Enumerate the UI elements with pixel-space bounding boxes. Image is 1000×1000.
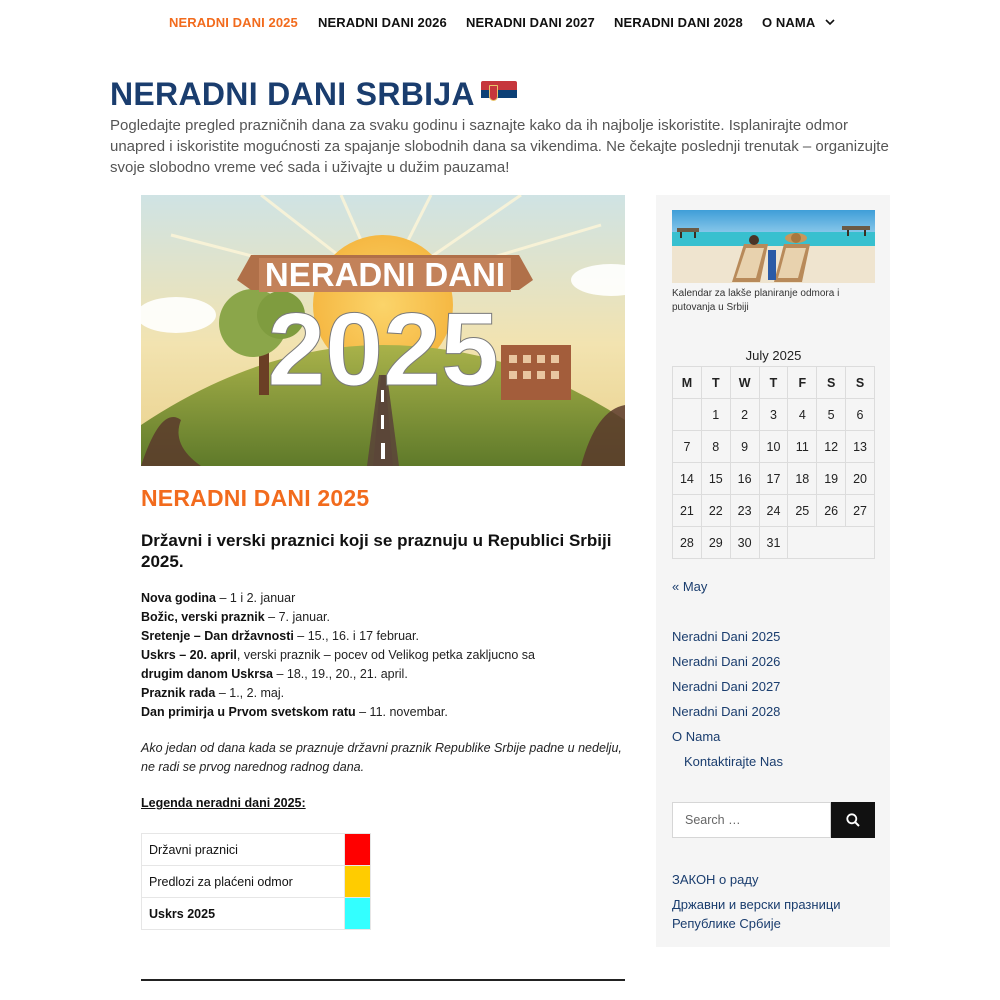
calendar-day: 14 — [673, 463, 702, 495]
calendar-day: 26 — [817, 495, 846, 527]
holiday-item: Dan primirja u Prvom svetskom ratu – 11. novembar. — [141, 705, 448, 719]
nav-item-2026[interactable]: NERADNI DANI 2026 — [318, 15, 447, 30]
sidebar-link-2027[interactable]: Neradni Dani 2027 — [672, 679, 781, 694]
calendar-day: 29 — [701, 527, 730, 559]
calendar-caption: July 2025 — [745, 348, 802, 363]
calendar-day: 24 — [759, 495, 788, 527]
calendar-week-row — [673, 495, 875, 527]
calendar-week-row — [673, 527, 875, 559]
calendar-day: 5 — [817, 399, 846, 431]
post-title: NERADNI DANI 2025 — [141, 485, 370, 511]
calendar-weekday: T — [759, 367, 788, 399]
top-navigation — [0, 0, 1000, 46]
legend-row — [142, 834, 371, 866]
calendar-day: 11 — [788, 431, 817, 463]
search-input[interactable] — [672, 802, 831, 838]
search-icon — [846, 813, 860, 827]
holiday-item: drugim danom Uskrsa – 18., 19., 20., 21. april. — [141, 667, 408, 681]
calendar-day: 7 — [673, 431, 702, 463]
legend-label: Uskrs 2025 — [142, 898, 345, 930]
hero-year-text: 2025 — [267, 292, 499, 408]
legend-label: Predlozi za plaćeni odmor — [142, 866, 345, 898]
calendar-empty-cell — [788, 527, 875, 559]
calendar-day: 25 — [788, 495, 817, 527]
sidebar-link-praznici[interactable]: Државни и верски празници Републике Србије — [672, 897, 841, 931]
beach-image-caption: Kalendar za lakše planiranje odmora i putovanja u Srbiji — [672, 288, 840, 313]
calendar-weekday: S — [817, 367, 846, 399]
calendar-day: 21 — [673, 495, 702, 527]
holiday-note: Ako jedan od dana kada se praznuje državni praznik Republike Srbije padne u nedelju, ne radi se prvog narednog radnog dana. — [141, 741, 622, 774]
calendar-day: 20 — [846, 463, 875, 495]
calendar-day: 13 — [846, 431, 875, 463]
hero-banner-text: NERADNI DANI — [264, 256, 506, 293]
calendar-day: 1 — [701, 399, 730, 431]
calendar-day: 12 — [817, 431, 846, 463]
search-button[interactable] — [831, 802, 875, 838]
legend-heading: Legenda neradni dani 2025: — [141, 796, 306, 810]
calendar-day: 3 — [759, 399, 788, 431]
calendar-day: 8 — [701, 431, 730, 463]
calendar-prev-link[interactable]: « May — [672, 579, 708, 594]
calendar-week-row — [673, 399, 875, 431]
holiday-item: Božic, verski praznik – 7. januar. — [141, 610, 330, 624]
calendar-weekday: W — [730, 367, 759, 399]
calendar-day — [673, 399, 702, 431]
sidebar-link-2025[interactable]: Neradni Dani 2025 — [672, 629, 781, 644]
calendar-week-row — [673, 463, 875, 495]
search-form — [672, 802, 875, 838]
sidebar-link-kontakt[interactable]: Kontaktirajte Nas — [684, 754, 783, 769]
calendar-day: 10 — [759, 431, 788, 463]
sidebar-links-law — [672, 870, 877, 939]
site-title-text: NERADNI DANI SRBIJA — [110, 76, 475, 112]
calendar — [672, 366, 875, 559]
beach-image[interactable] — [672, 210, 875, 283]
calendar-day: 6 — [846, 399, 875, 431]
calendar-week-row — [673, 431, 875, 463]
sidebar-menu — [672, 629, 783, 779]
calendar-header-row — [673, 367, 875, 399]
calendar-weekday: F — [788, 367, 817, 399]
sidebar-link-o-nama[interactable]: O Nama — [672, 729, 721, 744]
chevron-down-icon — [825, 18, 835, 29]
nav-item-o-nama-label: O NAMA — [762, 15, 816, 30]
holiday-item: Sretenje – Dan državnosti – 15., 16. i 17 februar. — [141, 629, 419, 643]
calendar-day: 16 — [730, 463, 759, 495]
post-subtitle: Državni i verski praznici koji se praznuju u Republici Srbiji 2025. — [141, 531, 612, 571]
holiday-list — [141, 589, 625, 722]
calendar-day: 23 — [730, 495, 759, 527]
sidebar-link-zakon[interactable]: ЗАКОН о раду — [672, 872, 759, 887]
calendar-day: 31 — [759, 527, 788, 559]
calendar-day: 18 — [788, 463, 817, 495]
holiday-item: Praznik rada – 1., 2. maj. — [141, 686, 285, 700]
holiday-item: Uskrs – 20. april, verski praznik – pocev od Velikog petka zakljucno sa — [141, 648, 535, 662]
sidebar — [656, 195, 890, 947]
holiday-item: Nova godina – 1 i 2. januar — [141, 591, 296, 605]
calendar-day: 2 — [730, 399, 759, 431]
calendar-day: 22 — [701, 495, 730, 527]
legend-swatch-yellow — [345, 866, 371, 898]
legend-swatch-cyan — [345, 898, 371, 930]
legend-table — [141, 833, 371, 930]
serbian-flag-icon — [481, 81, 517, 107]
sidebar-link-2026[interactable]: Neradni Dani 2026 — [672, 654, 781, 669]
content-divider — [141, 979, 625, 981]
calendar-day: 28 — [673, 527, 702, 559]
site-title[interactable] — [110, 76, 517, 113]
calendar-day: 17 — [759, 463, 788, 495]
site-description: Pogledajte pregled prazničnih dana za svaku godinu i saznajte kako da ih najbolje iskoristite. Isplanirajte odmor unapred i iskoristite mogućnosti za spajanje slobodnih dana sa vikendima. Ne čekajte poslednji trenutak – organizujte svoje slobodno vreme već sada i uživajte u dužim pauzama! — [110, 117, 889, 176]
nav-item-2025[interactable]: NERADNI DANI 2025 — [169, 15, 298, 30]
calendar-day: 4 — [788, 399, 817, 431]
nav-item-2027[interactable]: NERADNI DANI 2027 — [466, 15, 595, 30]
sidebar-link-2028[interactable]: Neradni Dani 2028 — [672, 704, 781, 719]
calendar-weekday: T — [701, 367, 730, 399]
calendar-weekday: S — [846, 367, 875, 399]
calendar-day: 9 — [730, 431, 759, 463]
nav-item-2028[interactable]: NERADNI DANI 2028 — [614, 15, 743, 30]
legend-row — [142, 866, 371, 898]
hero-image — [141, 195, 625, 466]
legend-row — [142, 898, 371, 930]
nav-item-o-nama[interactable] — [762, 15, 835, 30]
calendar-day: 15 — [701, 463, 730, 495]
calendar-day: 19 — [817, 463, 846, 495]
legend-swatch-red — [345, 834, 371, 866]
calendar-weekday: M — [673, 367, 702, 399]
calendar-day: 30 — [730, 527, 759, 559]
calendar-day: 27 — [846, 495, 875, 527]
legend-label: Državni praznici — [142, 834, 345, 866]
